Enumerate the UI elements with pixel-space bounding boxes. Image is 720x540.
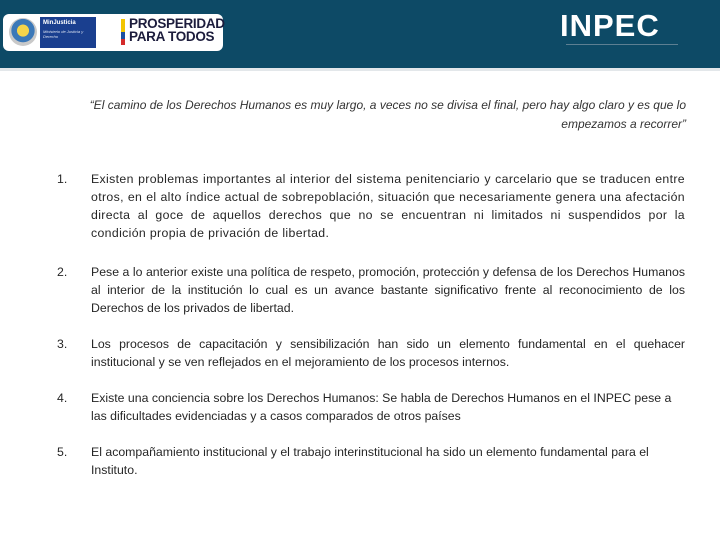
prosperidad-logo bbox=[129, 17, 225, 43]
colombia-flag-icon bbox=[121, 19, 125, 45]
list-item-number: 2. bbox=[57, 265, 68, 279]
prosperidad-line2: PARA TODOS bbox=[129, 29, 215, 44]
minjusticia-logo bbox=[40, 17, 96, 48]
header-bar bbox=[0, 0, 720, 68]
prosperidad-line1: PROSPERIDAD bbox=[129, 16, 225, 31]
list-item-number: 5. bbox=[57, 445, 68, 459]
list-item-number: 1. bbox=[57, 172, 68, 186]
list-item bbox=[57, 443, 685, 479]
list-item-text: Existe una conciencia sobre los Derechos Humanos: Se habla de Derechos Humanos en el INPEC pese a las dificultades evidenciadas y a casos comparados de otros países bbox=[91, 391, 672, 423]
list-item bbox=[57, 389, 685, 425]
government-logos bbox=[3, 14, 223, 51]
list-item-text: Los procesos de capacitación y sensibilización han sido un elemento fundamental en el quehacer institucional y se ven reflejados en el mejoramiento de los procesos internos. bbox=[91, 337, 685, 369]
colombia-seal-icon bbox=[9, 18, 37, 46]
list-item bbox=[57, 335, 685, 371]
list-item-number: 3. bbox=[57, 337, 68, 351]
minjusticia-subtitle: Ministerio de Justicia y Derecho bbox=[43, 29, 84, 39]
header-divider bbox=[0, 68, 720, 71]
list-item-text: Existen problemas importantes al interior del sistema penitenciario y carcelario que se traducen entre otros, en el alto índice actual de sobrepoblación, situación que necesariamente genera una afectación directa al goce de aquellos derechos que no se encuentran ni limitados ni suspendidos por la condición propia de privación de libertad. bbox=[91, 172, 685, 240]
list-item-text: Pese a lo anterior existe una política de respeto, promoción, protección y defensa de los Derechos Humanos al interior de la institución lo cual es un avance bastante significativo frente al reconocimiento de los Derechos de los privados de libertad. bbox=[91, 265, 685, 315]
quote-text: “El camino de los Derechos Humanos es muy largo, a veces no se divisa el final, pero hay algo claro y es que lo empezamos a recorrer” bbox=[89, 98, 686, 131]
inpec-logo: INPEC bbox=[560, 8, 660, 43]
list-item-number: 4. bbox=[57, 391, 68, 405]
minjusticia-title: MinJusticia bbox=[43, 20, 76, 26]
list-item bbox=[57, 263, 685, 317]
list-item-text: El acompañamiento institucional y el trabajo interinstitucional ha sido un elemento fundamental para el Instituto. bbox=[91, 445, 649, 477]
inpec-logo-underline bbox=[566, 44, 678, 45]
list-item bbox=[57, 170, 685, 242]
